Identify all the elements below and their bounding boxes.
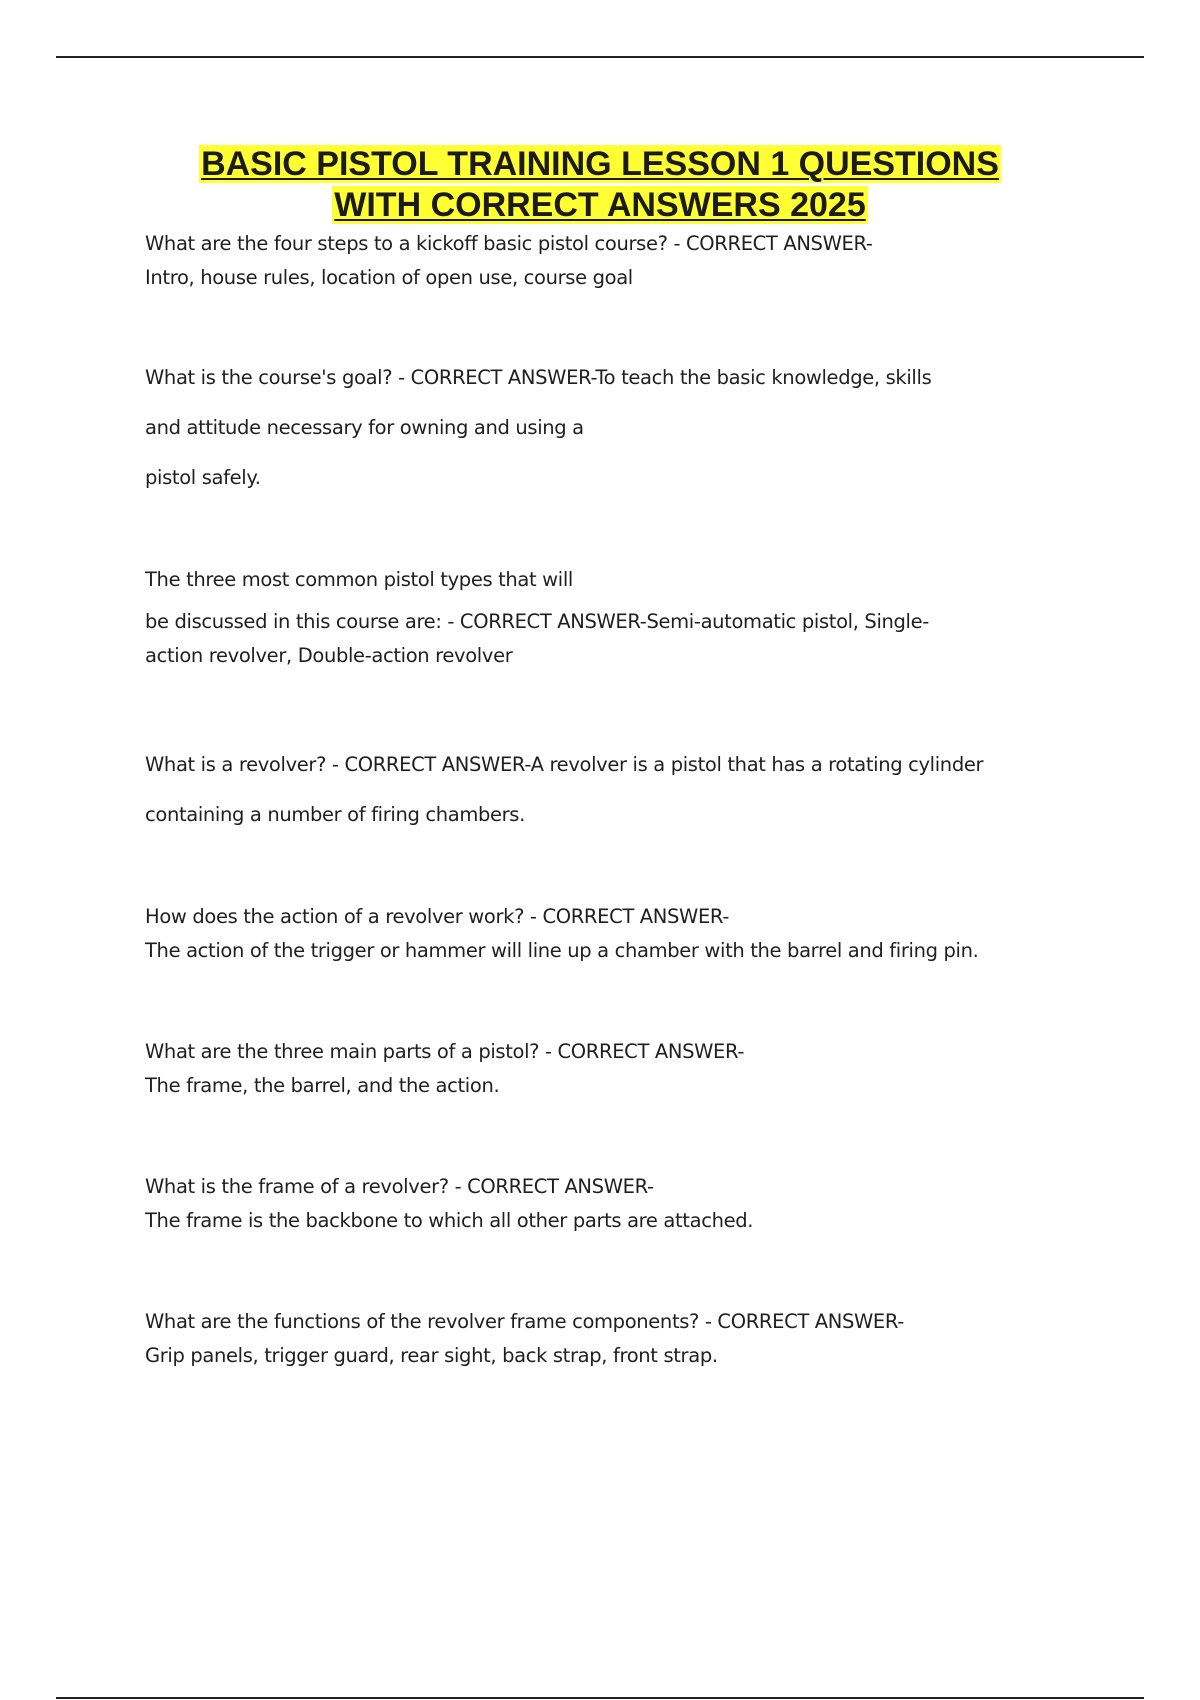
- answer-line: The action of the trigger or hammer will line up a chamber with the barrel and firing pin.: [145, 939, 979, 962]
- answer-line: Grip panels, trigger guard, rear sight, back strap, front strap.: [145, 1344, 718, 1367]
- answer-line: action revolver, Double-action revolver: [145, 644, 513, 667]
- question-line: The three most common pistol types that will: [145, 568, 573, 591]
- question-line: What are the three main parts of a pistol? - CORRECT ANSWER-: [145, 1040, 745, 1063]
- qa-item-frame-components: [145, 1305, 1075, 1373]
- answer-line: containing a number of firing chambers.: [145, 803, 525, 826]
- question-line: How does the action of a revolver work? - CORRECT ANSWER-: [145, 905, 730, 928]
- question-line: What is a revolver? - CORRECT ANSWER-A revolver is a pistol that has a rotating cylinder: [145, 753, 984, 776]
- question-line: What are the four steps to a kickoff basic pistol course? - CORRECT ANSWER-: [145, 232, 873, 255]
- question-line: What is the course's goal? - CORRECT ANSWER-To teach the basic knowledge, skills: [145, 366, 932, 389]
- question-line: What is the frame of a revolver? - CORRECT ANSWER-: [145, 1175, 654, 1198]
- title-line-1: BASIC PISTOL TRAINING LESSON 1 QUESTIONS: [201, 145, 999, 183]
- document-title: [140, 144, 1060, 226]
- bottom-rule: [56, 1697, 1144, 1699]
- qa-item-pistol-parts: [145, 1035, 1075, 1103]
- top-rule: [56, 56, 1144, 58]
- answer-line: Intro, house rules, location of open use, course goal: [145, 266, 633, 289]
- qa-item-course-goal: [145, 353, 1075, 503]
- qa-item-kickoff-steps: [145, 227, 1075, 295]
- answer-line: The frame, the barrel, and the action.: [145, 1074, 500, 1097]
- question-line: What are the functions of the revolver frame components? - CORRECT ANSWER-: [145, 1310, 904, 1333]
- answer-line: The frame is the backbone to which all other parts are attached.: [145, 1209, 754, 1232]
- answer-line: pistol safely.: [145, 466, 261, 489]
- answer-line: and attitude necessary for owning and using a: [145, 416, 584, 439]
- qa-item-revolver-frame: [145, 1170, 1075, 1238]
- title-line-2: WITH CORRECT ANSWERS 2025: [334, 186, 866, 224]
- question-line: be discussed in this course are: - CORRECT ANSWER-Semi-automatic pistol, Single-: [145, 610, 929, 633]
- qa-item-revolver: [145, 740, 1075, 840]
- qa-item-pistol-types: [145, 555, 1075, 673]
- qa-item-revolver-action: [145, 900, 1075, 968]
